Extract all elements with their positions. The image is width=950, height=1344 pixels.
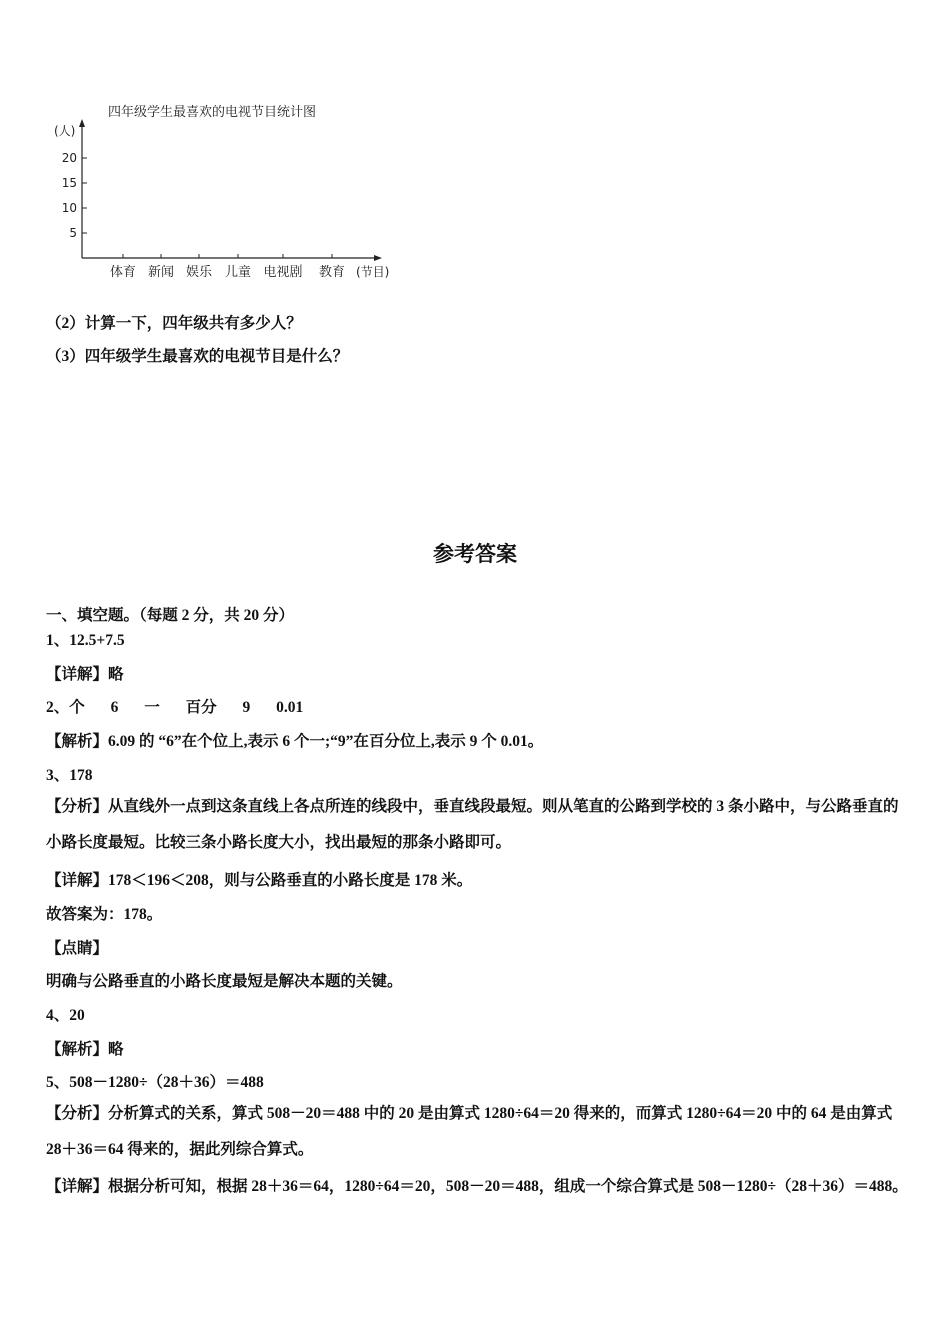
question-3: （3）四年级学生最喜欢的电视节目是什么？ [46, 348, 349, 365]
answer-2-analysis: 【解析】6.09 的 “6”在个位上,表示 6 个一;“9”在百分位上,表示 9 个 0.01。 [46, 733, 544, 750]
chart-y-axis-label: (人) [54, 124, 76, 138]
x-tick-label: 教育 [318, 265, 346, 280]
x-tick-label: 儿童 [224, 265, 252, 280]
y-tick-label: 15 [61, 176, 77, 190]
answer-3-tip-label: 【点睛】 [46, 940, 109, 957]
answer-3-tip: 明确与公路垂直的小路长度最短是解决本题的关键。 [46, 973, 403, 990]
answer-3: 3、178 [46, 767, 93, 784]
answer-4: 4、20 [46, 1007, 85, 1024]
chart-y-arrow [79, 119, 85, 127]
section-1-title: 一、填空题。（每题 2 分，共 20 分） [46, 607, 295, 624]
answer-2-part: 6 [110, 699, 119, 716]
answer-1: 1、12.5+7.5 [46, 632, 125, 649]
x-tick-label: 新闻 [147, 265, 175, 280]
answer-2-part: 一 [144, 699, 160, 716]
answer-2-part: 百分 [185, 699, 217, 716]
tv-program-chart [40, 95, 410, 290]
x-tick-label: 体育 [109, 265, 137, 280]
chart-x-arrow [374, 255, 382, 261]
x-tick-label: 娱乐 [185, 265, 213, 280]
answer-2 [46, 695, 303, 717]
answer-5-detail: 【详解】根据分析可知，根据 28＋36＝64，1280÷64＝20，508－20＝488，组成一个综合算式是 508－1280÷（28＋36）＝488。 [46, 1178, 908, 1195]
answer-3-answer: 故答案为：178。 [46, 906, 163, 923]
answers-heading: 参考答案 [433, 542, 517, 566]
x-tick-label: 电视剧 [263, 265, 303, 280]
chart-x-axis-label: (节目) [356, 265, 390, 279]
answer-2-part: 9 [242, 699, 251, 716]
y-tick-label: 10 [61, 201, 77, 215]
answer-5: 5、508－1280÷（28＋36）＝488 [46, 1074, 264, 1091]
answer-2-part: 2、个 [46, 699, 85, 716]
answer-5-analysis: 【分析】分析算式的关系，算式 508－20＝488 中的 20 是由算式 1280÷64＝20 得来的，而算式 1280÷64＝20 中的 64 是由算式 28＋36＝64 得来的，据此列综合算式。 [46, 1105, 893, 1158]
answer-2-part: 0.01 [276, 699, 304, 716]
chart-svg [40, 95, 410, 290]
y-tick-label: 20 [61, 151, 77, 165]
answer-3-analysis: 【分析】从直线外一点到这条直线上各点所连的线段中，垂直线段最短。则从笔直的公路到学校的 3 条小路中，与公路垂直的小路长度最短。比较三条小路长度大小，找出最短的那条小路即可。 [46, 798, 899, 851]
question-2: （2）计算一下，四年级共有多少人？ [46, 315, 302, 332]
chart-title: 四年级学生最喜欢的电视节目统计图 [108, 105, 317, 120]
answer-4-analysis: 【解析】略 [46, 1041, 124, 1058]
answer-1-detail: 【详解】略 [46, 666, 124, 683]
answer-3-detail: 【详解】178＜196＜208，则与公路垂直的小路长度是 178 米。 [46, 872, 473, 889]
y-tick-label: 5 [69, 226, 77, 240]
